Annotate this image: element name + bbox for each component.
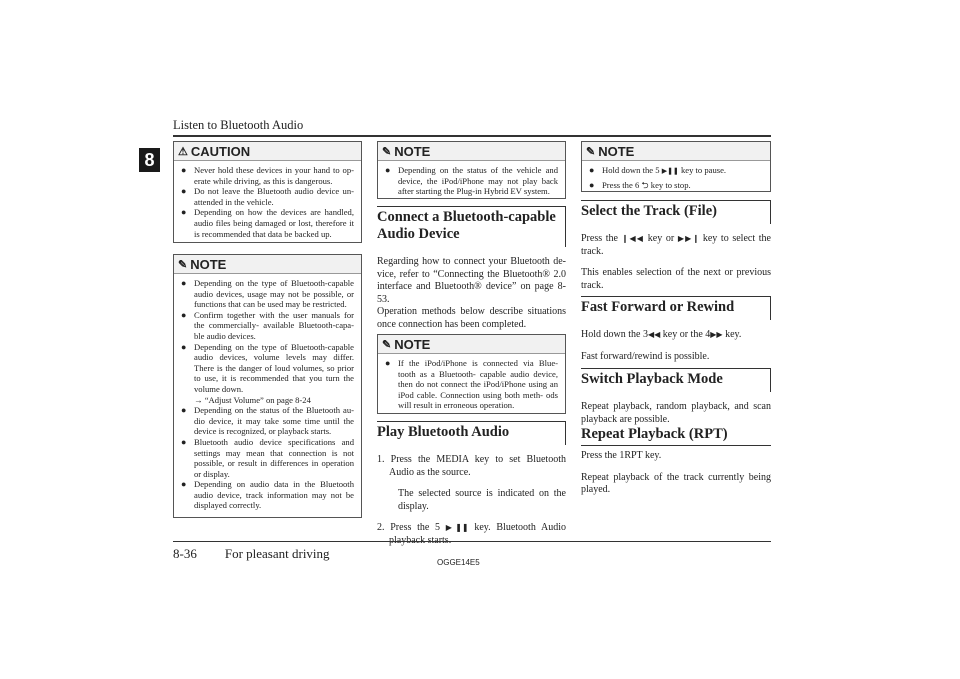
caution-item: ● Do not leave the Bluetooth audio device un- attended in the vehicle. bbox=[181, 186, 354, 207]
note-header bbox=[378, 335, 565, 354]
note-box-2 bbox=[377, 141, 566, 199]
step-2-text: key. Bluetooth Audio playback starts. bbox=[389, 522, 567, 546]
step-2-text: 2. Press the 5 bbox=[377, 522, 441, 533]
select-paragraph bbox=[581, 233, 771, 258]
repeat-paragraph: Press the 1RPT key. bbox=[581, 450, 662, 461]
connect-paragraph: Operation methods below describe situations once connection has been completed. bbox=[377, 306, 566, 330]
stop-icon: ⮌ bbox=[641, 179, 649, 190]
ffwd-paragraph: Fast forward/rewind is possible. bbox=[581, 350, 710, 362]
caution-box bbox=[173, 141, 362, 243]
caution-header bbox=[174, 142, 361, 161]
note-item bbox=[589, 180, 763, 191]
caution-title: CAUTION bbox=[190, 143, 251, 159]
ffwd-text: Hold down the 3 bbox=[581, 329, 648, 340]
play-pause-icon: ▶❚❚ bbox=[445, 523, 469, 532]
note-item: ● Bluetooth audio device specifications and settings may mean that connection is not possible, or result in differences in operation or display. bbox=[181, 437, 354, 479]
note-item: ● If the iPod/iPhone is connected via Blue- tooth as a Bluetooth- capable audio device, then do not connect the iPod/iPhone using an iPod cable. Connection using both meth- ods will result in erroneous operation. bbox=[385, 358, 558, 411]
footer bbox=[173, 546, 358, 562]
footer-rule bbox=[173, 541, 771, 542]
connect-paragraph: Regarding how to connect your Bluetooth de- vice, refer to “Connecting the Bluetooth® 2.0 interface and Bluetooth® device” on page 8-53. bbox=[377, 256, 566, 305]
switch-paragraph: Repeat playback, random playback, and scan playback are possible. bbox=[581, 401, 771, 425]
ffwd-text: key. bbox=[725, 329, 742, 340]
note-header bbox=[582, 142, 770, 161]
note-item bbox=[589, 165, 763, 177]
note-item: ● Confirm together with the user manuals for the commercially- available Bluetooth-capa- ble audio devices. bbox=[181, 310, 354, 342]
ffwd-paragraph bbox=[581, 329, 771, 342]
next-track-icon: ▶▶❙ bbox=[677, 234, 700, 243]
select-text: Press the bbox=[581, 233, 618, 244]
note-title: NOTE bbox=[394, 336, 431, 352]
note-item-text: key to pause. bbox=[680, 165, 727, 175]
select-section bbox=[581, 200, 771, 292]
section-title: Switch Playback Mode bbox=[581, 368, 771, 392]
page-header-title: Listen to Bluetooth Audio bbox=[173, 118, 304, 132]
section-title: Play Bluetooth Audio bbox=[377, 421, 566, 445]
note-item-text: key to stop. bbox=[650, 179, 691, 190]
section-title: Repeat Playback (RPT) bbox=[581, 426, 771, 446]
header-rule bbox=[173, 135, 771, 137]
step-1: 1. Press the MEDIA key to set Bluetooth Audio as the source. bbox=[377, 454, 566, 478]
page-reference-link: → “Adjust Volume” on page 8-24 bbox=[194, 394, 311, 405]
note-item: ● Depending on audio data in the Bluetooth audio device, track information may not be displayed correctly. bbox=[181, 479, 354, 511]
step-1-detail: The selected source is indicated on the display. bbox=[398, 488, 566, 512]
step-2 bbox=[377, 522, 566, 547]
ffwd-text: key or the 4 bbox=[662, 329, 711, 340]
ffwd-section bbox=[581, 296, 771, 363]
rewind-icon: ◀◀ bbox=[647, 330, 661, 339]
note-item: ● Depending on the type of Bluetooth-capable audio devices, usage may not be possible, or functions that can be used may be restricted. bbox=[181, 278, 354, 310]
caution-item: ● Depending on how the devices are handled, audio files being damaged or lost, therefore it is recommended that data be backed up. bbox=[181, 207, 354, 239]
select-text: key or bbox=[647, 233, 675, 244]
note-title: NOTE bbox=[394, 143, 431, 159]
note-item-text: Hold down the 5 bbox=[602, 165, 660, 175]
footer-section-name: For pleasant driving bbox=[224, 546, 330, 561]
note-item: ● Depending on the status of the vehicle and device, the iPod/iPhone may not play back after starting the Plug-in Hybrid EV system. bbox=[385, 165, 558, 197]
note-item-text: Press the 6 bbox=[602, 179, 640, 190]
select-paragraph: This enables selection of the next or previous track. bbox=[581, 267, 771, 291]
select-text: key to select the track. bbox=[581, 233, 771, 257]
switch-section bbox=[581, 368, 771, 426]
note-pen-icon: ✎ bbox=[178, 258, 188, 271]
play-pause-icon: ▶❚❚ bbox=[661, 167, 679, 175]
note-box-3 bbox=[377, 334, 566, 414]
note-item-text: Depending on the type of Bluetooth-capable audio devices, volume levels may differ. There is the danger of loud volumes, so prior to use, it is recommended that you turn the volume down. bbox=[194, 341, 354, 394]
note-item: ● Depending on the status of the Bluetooth au- dio device, it may take some time until the device is recognized, or playback starts. bbox=[181, 405, 354, 437]
note-header bbox=[174, 255, 361, 274]
repeat-section bbox=[581, 426, 771, 497]
note-pen-icon: ✎ bbox=[382, 145, 392, 158]
fast-forward-icon: ▶▶ bbox=[710, 330, 723, 339]
page-number: 8-36 bbox=[173, 546, 197, 561]
section-title: Select the Track (File) bbox=[581, 200, 771, 224]
section-title: Fast Forward or Rewind bbox=[581, 296, 771, 320]
repeat-paragraph: Repeat playback of the track currently being played. bbox=[581, 471, 771, 495]
document-code: OGGE14E5 bbox=[437, 558, 480, 567]
warning-triangle-icon: ⚠ bbox=[178, 145, 188, 158]
note-item bbox=[181, 342, 354, 406]
note-box-4 bbox=[581, 141, 771, 192]
note-title: NOTE bbox=[190, 256, 227, 272]
note-title: NOTE bbox=[598, 143, 635, 159]
play-section bbox=[377, 421, 566, 547]
note-box-1 bbox=[173, 254, 362, 518]
note-pen-icon: ✎ bbox=[586, 145, 596, 158]
section-title: Connect a Bluetooth-capable Audio Device bbox=[377, 206, 566, 247]
chapter-tab: 8 bbox=[139, 148, 160, 172]
caution-item: ● Never hold these devices in your hand to op- erate while driving, as this is dangerous. bbox=[181, 165, 354, 186]
note-pen-icon: ✎ bbox=[382, 338, 392, 351]
note-header bbox=[378, 142, 565, 161]
previous-track-icon: ❙◀◀ bbox=[621, 234, 645, 243]
connect-section bbox=[377, 206, 566, 331]
